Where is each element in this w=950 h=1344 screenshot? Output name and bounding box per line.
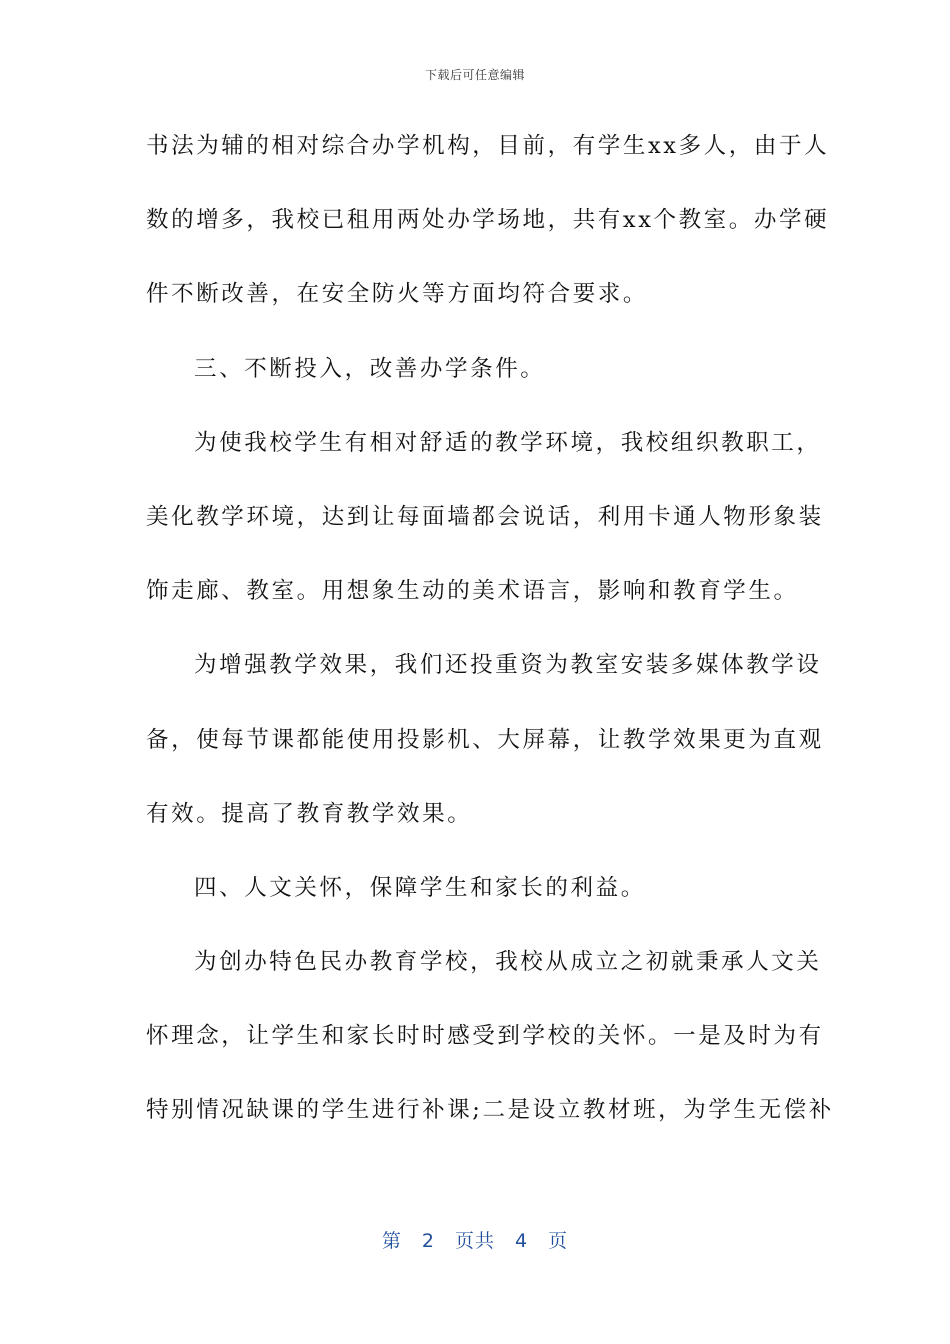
document-body [146,116,834,1155]
page-number-current: 2 [421,1230,435,1252]
body-line: 数的增多，我校已租用两处办学场地，共有xx个教室。办学硬 [146,207,830,234]
body-line: 美化教学环境，达到让每面墙都会说话，利用卡通人物形象装 [146,503,824,530]
page-header-note: 下载后可任意编辑 [424,68,525,82]
body-line: 怀理念，让学生和家长时时感受到学校的关怀。一是及时为有 [146,1023,824,1050]
page-footer-middle: 页共 [454,1230,495,1252]
section-heading: 四、人文关怀，保障学生和家长的利益。 [194,874,646,901]
page-footer-prefix: 第 [381,1230,402,1252]
body-line: 有效。提高了教育教学效果。 [146,800,473,827]
page-footer [0,1226,950,1253]
body-line: 饰走廊、教室。用想象生动的美术语言，影响和教育学生。 [146,578,799,605]
body-line: 件不断改善，在安全防火等方面均符合要求。 [146,281,649,308]
body-line: 特别情况缺课的学生进行补课;二是设立教材班，为学生无偿补 [146,1097,834,1124]
body-line: 书法为辅的相对综合办学机构，目前，有学生xx多人，由于人 [146,133,830,159]
body-line: 为使我校学生有相对舒适的教学环境，我校组织教职工， [194,429,822,456]
body-line: 为增强教学效果，我们还投重资为教室安装多媒体教学设 [194,652,822,679]
page-footer-suffix: 页 [548,1230,569,1252]
page-number-total: 4 [515,1230,529,1252]
body-line: 为创办特色民办教育学校，我校从成立之初就秉承人文关 [194,949,822,976]
section-heading: 三、不断投入，改善办学条件。 [194,355,546,382]
body-line: 备，使每节课都能使用投影机、大屏幕，让教学效果更为直观 [146,726,824,753]
